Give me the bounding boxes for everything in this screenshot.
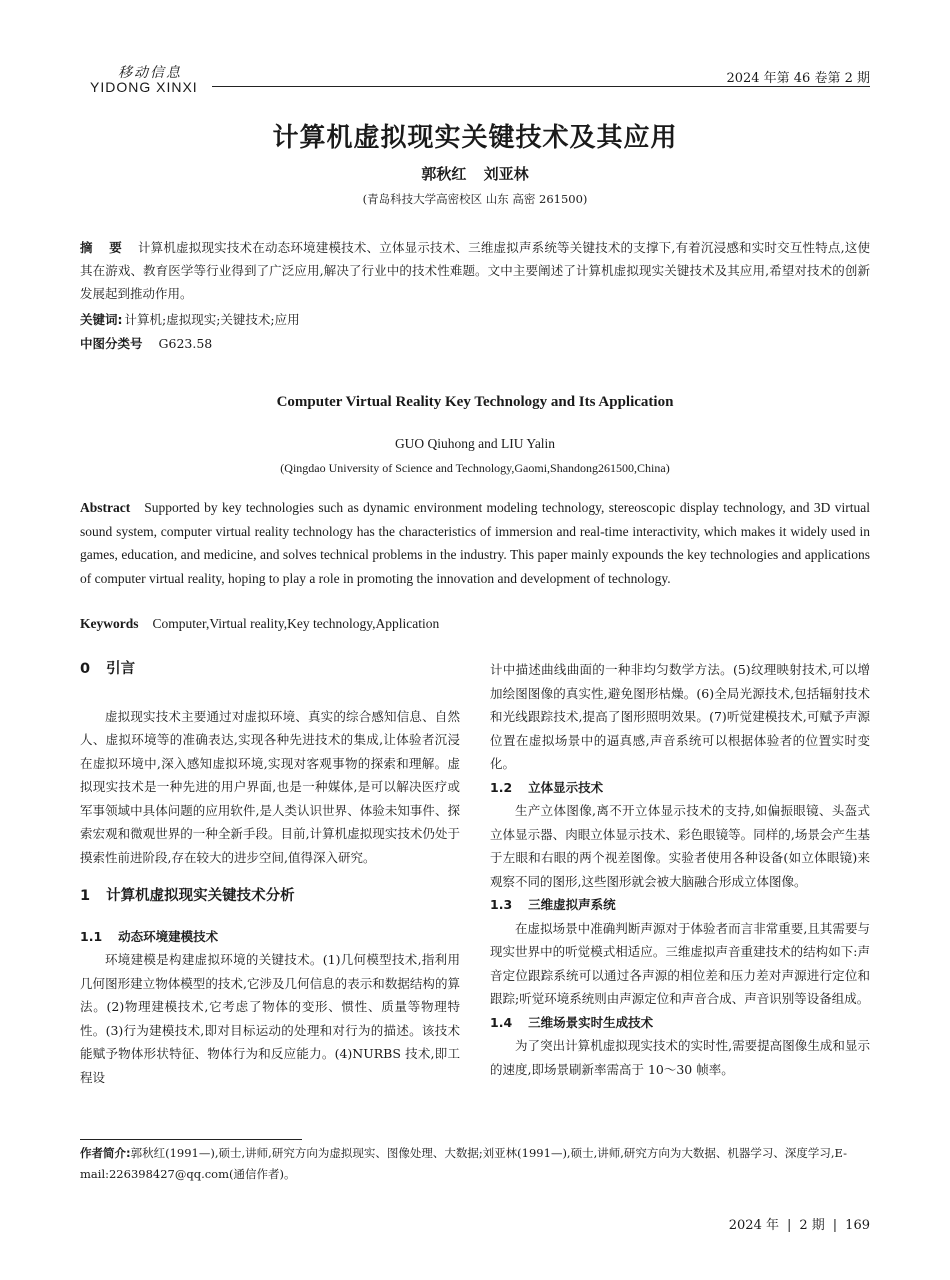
keywords-label-en: Keywords bbox=[80, 616, 139, 631]
abstract-cn bbox=[80, 236, 870, 305]
journal-name-en: YIDONG XINXI bbox=[90, 79, 198, 95]
authors-en: GUO Qiuhong and LIU Yalin bbox=[394, 436, 556, 451]
keywords-text-en: Computer,Virtual reality,Key technology,Application bbox=[152, 616, 440, 631]
left-column bbox=[80, 658, 460, 1089]
journal-name-cn: 移动信息 bbox=[118, 65, 182, 81]
page-footer bbox=[729, 1214, 870, 1233]
subsection-title: 立体显示技术 bbox=[528, 779, 604, 795]
abstract-label-en: Abstract bbox=[80, 500, 131, 515]
affiliation-en: (Qingdao University of Science and Technology,Gaomi,Shandong261500,China) bbox=[280, 461, 670, 475]
subsection-1-2-paragraph: 生产立体图像,离不开立体显示技术的支持,如偏振眼镜、头盔式立体显示器、肉眼立体显示技术、彩色眼镜等。同样的,场景会产生基于左眼和右眼的两个视差图像。实验者使用各种设备(如立体眼镜)来观察不同的图形,这些图形就会被大脑融合形成立体图像。 bbox=[490, 803, 870, 889]
affiliation-cn: (青岛科技大学高密校区 山东 高密 261500) bbox=[362, 192, 588, 206]
subsection-1-3-paragraph: 在虚拟场景中准确判断声源对于体验者而言非常重要,且其需要与现实世界中的听觉模式相适应。三维虚拟声音重建技术的结构如下:声音定位跟踪系统可以通过各声源的相位差和压力差对声源进行定位和跟踪;听觉环境系统则由声源定位和声音合成、声音识别等设备组成。 bbox=[490, 920, 870, 1006]
footer-separator: | bbox=[786, 1218, 792, 1233]
section-title: 计算机虚拟现实关键技术分析 bbox=[106, 888, 295, 904]
footer-separator: | bbox=[832, 1218, 838, 1233]
intro-paragraph: 虚拟现实技术主要通过对虚拟环境、真实的综合感知信息、自然人、虚拟环境等的准确表达,实现各种先进技术的集成,让体验者沉浸在虚拟环境中,深入感知虚拟环境,实现对客观事物的探索和理解。虚拟现实技术是一种先进的用户界面,也是一种媒体,是可以解决医疗或军事领域中具体问题的应用软件,是人类认识世界、体验未知事件、探索宏观和微观世界的一种全新手段。目前,计算机虚拟现实技术仍处于摸索性前进阶段,存在较大的进步空间,值得深入研究。 bbox=[80, 708, 460, 865]
subsection-1-1-continued: 计中描述曲线曲面的一种非均匀数学方法。(5)纹理映射技术,可以增加绘图图像的真实性,避免图形枯燥。(6)全局光源技术,包括辐射技术和光线跟踪技术,提高了图形照明效果。(7)听觉建模技术,可赋予声源位置在虚拟场景中的逼真感,声音系统可以根据体验者的位置实时变化。 bbox=[490, 662, 870, 771]
section-heading-1 bbox=[80, 885, 460, 909]
authors-cn: 郭秋红 刘亚林 bbox=[421, 165, 529, 183]
abstract-text-cn: 计算机虚拟现实技术在动态环境建模技术、立体显示技术、三维虚拟声系统等关键技术的支撑下,有着沉浸感和实时交互性特点,这使其在游戏、教育医学等行业得到了广泛应用,解决了行业中的技术性难题。文中主要阐述了计算机虚拟现实关键技术及其应用,希望对技术的创新发展起到推动作用。 bbox=[80, 240, 870, 301]
section-number: 0 bbox=[80, 661, 91, 677]
subsection-heading-1-1 bbox=[80, 925, 460, 949]
issue-info: 2024 年第 46 卷第 2 期 bbox=[726, 71, 870, 86]
keywords-en bbox=[80, 612, 870, 636]
subsection-title: 三维场景实时生成技术 bbox=[528, 1014, 654, 1030]
keywords-text-cn: 计算机;虚拟现实;关键技术;应用 bbox=[124, 312, 300, 327]
clc-number bbox=[80, 332, 870, 355]
clc-label: 中图分类号 bbox=[80, 336, 143, 351]
subsection-number: 1.4 bbox=[490, 1014, 513, 1030]
subsection-number: 1.3 bbox=[490, 897, 513, 912]
subsection-title: 三维虚拟声系统 bbox=[528, 897, 616, 912]
subsection-number: 1.2 bbox=[490, 779, 513, 795]
subsection-title: 动态环境建模技术 bbox=[118, 928, 219, 944]
author-bio-label: 作者简介: bbox=[80, 1146, 131, 1160]
paper-title-cn: 计算机虚拟现实关键技术及其应用 bbox=[272, 123, 678, 153]
footer-issue: 2 期 bbox=[799, 1218, 825, 1233]
page-number: 169 bbox=[845, 1218, 870, 1233]
abstract-text-en: Supported by key technologies such as dynamic environment modeling technology, stereoscopic display technology, and 3D virtual sound system, computer virtual reality technology has the characteristics of immersion and real-time interactivity, which makes it widely used in games, education, and medicine, and solves technical problems in the industry. This paper mainly expounds the key technologies and applications of computer virtual reality, hoping to play a role in promoting the innovation and development of technology. bbox=[80, 500, 870, 586]
subsection-number: 1.1 bbox=[80, 928, 103, 944]
keywords-label-cn: 关键词: bbox=[80, 312, 123, 327]
author-bio-text: 郭秋红(1991—),硕士,讲师,研究方向为虚拟现实、图像处理、大数据;刘亚林(1991—),硕士,讲师,研究方向为大数据、机器学习、深度学习,E-mail:226398427@qq.com(通信作者)。 bbox=[80, 1146, 848, 1181]
footnote-rule bbox=[80, 1139, 302, 1140]
footer-year: 2024 年 bbox=[728, 1218, 779, 1233]
section-number: 1 bbox=[80, 888, 91, 904]
keywords-cn bbox=[80, 308, 870, 331]
subsection-1-4-paragraph: 为了突出计算机虚拟现实技术的实时性,需要提高图像生成和显示的速度,即场景刷新率需高于 10～30 帧率。 bbox=[490, 1038, 870, 1077]
header-rule bbox=[212, 86, 870, 87]
section-heading-0 bbox=[80, 658, 460, 682]
subsection-heading-1-2 bbox=[490, 776, 870, 800]
abstract-en bbox=[80, 496, 870, 590]
author-bio bbox=[80, 1143, 870, 1185]
clc-value: G623.58 bbox=[158, 336, 213, 351]
subsection-1-1-paragraph: 环境建模是构建虚拟环境的关键技术。(1)几何模型技术,指利用几何图形建立物体模型的技术,它涉及几何信息的表示和数据结构的算法。(2)物理建模技术,它考虑了物体的变形、惯性、质量等物理特性。(3)行为建模技术,即对目标运动的处理和对行为的描述。该技术能赋予物体形状特征、物体行为和反应能力。(4)NURBS 技术,即工程设 bbox=[80, 952, 460, 1085]
abstract-label-cn: 摘 要 bbox=[80, 240, 128, 255]
right-column bbox=[490, 658, 870, 1081]
subsection-heading-1-3 bbox=[490, 893, 870, 917]
paper-title-en: Computer Virtual Reality Key Technology and Its Application bbox=[276, 394, 674, 410]
section-title: 引言 bbox=[106, 661, 136, 677]
subsection-heading-1-4 bbox=[490, 1011, 870, 1035]
